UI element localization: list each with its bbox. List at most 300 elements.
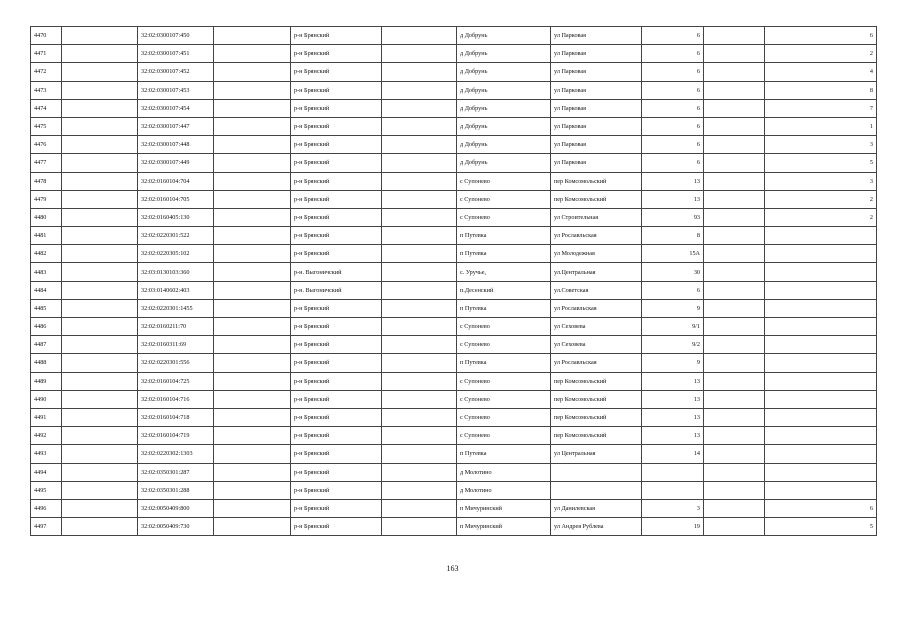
apartment-number-cell: 3 (765, 136, 877, 154)
locality-cell: п Путевка (457, 354, 551, 372)
apartment-number-cell (765, 227, 877, 245)
table-row (31, 245, 877, 263)
empty-cell (62, 63, 138, 81)
row-number-cell: 4482 (31, 245, 62, 263)
row-number-cell: 4480 (31, 208, 62, 226)
district-cell: р-н Брянский (291, 427, 382, 445)
empty-cell (214, 245, 291, 263)
table-row (31, 499, 877, 517)
locality-cell: п Путевка (457, 227, 551, 245)
district-cell: р-н Брянский (291, 354, 382, 372)
apartment-number-cell (765, 318, 877, 336)
empty-cell (214, 427, 291, 445)
empty-cell (382, 318, 457, 336)
district-cell: р-н Брянский (291, 27, 382, 45)
table-row (31, 427, 877, 445)
row-number-cell: 4493 (31, 445, 62, 463)
empty-cell (214, 518, 291, 536)
cadastral-number-cell: 32:02:0160104:719 (138, 427, 214, 445)
locality-cell: с Супонево (457, 390, 551, 408)
locality-cell: с Супонево (457, 208, 551, 226)
street-cell: ул Строительная (551, 208, 642, 226)
house-number-cell: 13 (642, 190, 704, 208)
empty-cell (62, 318, 138, 336)
district-cell: р-н Брянский (291, 463, 382, 481)
empty-cell (62, 299, 138, 317)
empty-cell (704, 208, 765, 226)
street-cell (551, 481, 642, 499)
house-number-cell: 8 (642, 227, 704, 245)
table-row (31, 299, 877, 317)
empty-cell (382, 372, 457, 390)
apartment-number-cell (765, 354, 877, 372)
empty-cell (214, 354, 291, 372)
empty-cell (214, 190, 291, 208)
empty-cell (704, 136, 765, 154)
locality-cell: д Добрунь (457, 117, 551, 135)
apartment-number-cell: 2 (765, 208, 877, 226)
table-body (31, 27, 877, 536)
locality-cell: п Путевка (457, 245, 551, 263)
empty-cell (704, 499, 765, 517)
row-number-cell: 4481 (31, 227, 62, 245)
house-number-cell: 6 (642, 81, 704, 99)
locality-cell: с Супонево (457, 427, 551, 445)
street-cell: ул Рославльская (551, 227, 642, 245)
empty-cell (62, 354, 138, 372)
row-number-cell: 4488 (31, 354, 62, 372)
district-cell: р-н Брянский (291, 318, 382, 336)
row-number-cell: 4471 (31, 45, 62, 63)
empty-cell (382, 354, 457, 372)
house-number-cell: 13 (642, 172, 704, 190)
house-number-cell (642, 463, 704, 481)
empty-cell (704, 336, 765, 354)
empty-cell (704, 318, 765, 336)
house-number-cell: 19 (642, 518, 704, 536)
house-number-cell (642, 481, 704, 499)
empty-cell (62, 45, 138, 63)
house-number-cell: 9 (642, 354, 704, 372)
empty-cell (382, 499, 457, 517)
row-number-cell: 4489 (31, 372, 62, 390)
cadastral-number-cell: 32:02:0300107:452 (138, 63, 214, 81)
house-number-cell: 13 (642, 372, 704, 390)
house-number-cell: 6 (642, 27, 704, 45)
empty-cell (214, 63, 291, 81)
cadastral-number-cell: 32:02:0160405:130 (138, 208, 214, 226)
empty-cell (214, 227, 291, 245)
empty-cell (704, 299, 765, 317)
street-cell: ул Парковая (551, 117, 642, 135)
empty-cell (704, 172, 765, 190)
empty-cell (62, 390, 138, 408)
empty-cell (382, 390, 457, 408)
district-cell: р-н Брянский (291, 336, 382, 354)
locality-cell: с Супонево (457, 408, 551, 426)
table-row (31, 45, 877, 63)
table-row (31, 263, 877, 281)
empty-cell (62, 27, 138, 45)
district-cell: р-н Брянский (291, 390, 382, 408)
row-number-cell: 4476 (31, 136, 62, 154)
empty-cell (214, 318, 291, 336)
locality-cell: д Молотино (457, 463, 551, 481)
cadastral-number-cell: 32:02:0300107:447 (138, 117, 214, 135)
house-number-cell: 6 (642, 63, 704, 81)
street-cell: ул Рославльская (551, 354, 642, 372)
empty-cell (62, 445, 138, 463)
table-row (31, 81, 877, 99)
street-cell: пер Комсомольский (551, 372, 642, 390)
street-cell: ул Парковая (551, 63, 642, 81)
locality-cell: д Добрунь (457, 81, 551, 99)
cadastral-number-cell: 32:02:0300107:453 (138, 81, 214, 99)
empty-cell (214, 499, 291, 517)
district-cell: р-н Брянский (291, 445, 382, 463)
row-number-cell: 4495 (31, 481, 62, 499)
empty-cell (214, 136, 291, 154)
street-cell: ул Сеховева (551, 336, 642, 354)
district-cell: р-н Брянский (291, 117, 382, 135)
document-sheet (30, 26, 876, 536)
district-cell: р-н Брянский (291, 299, 382, 317)
apartment-number-cell (765, 390, 877, 408)
empty-cell (214, 172, 291, 190)
apartment-number-cell: 6 (765, 27, 877, 45)
district-cell: р-н Брянский (291, 154, 382, 172)
empty-cell (62, 99, 138, 117)
street-cell: ул Сеховева (551, 318, 642, 336)
locality-cell: п.Десенский (457, 281, 551, 299)
cadastral-number-cell: 32:02:0300107:451 (138, 45, 214, 63)
house-number-cell: 6 (642, 154, 704, 172)
cadastral-number-cell: 32:02:0350301:288 (138, 481, 214, 499)
street-cell: ул.Советская (551, 281, 642, 299)
cadastral-number-cell: 32:02:0350301:287 (138, 463, 214, 481)
empty-cell (214, 263, 291, 281)
locality-cell: д Добрунь (457, 154, 551, 172)
empty-cell (214, 27, 291, 45)
empty-cell (382, 408, 457, 426)
row-number-cell: 4491 (31, 408, 62, 426)
table-row (31, 208, 877, 226)
table-row (31, 408, 877, 426)
table-row (31, 99, 877, 117)
cadastral-number-cell: 32:02:0160311:69 (138, 336, 214, 354)
cadastral-number-cell: 32:02:0220305:102 (138, 245, 214, 263)
district-cell: р-н Брянский (291, 172, 382, 190)
empty-cell (704, 372, 765, 390)
empty-cell (704, 481, 765, 499)
apartment-number-cell (765, 336, 877, 354)
row-number-cell: 4490 (31, 390, 62, 408)
district-cell: р-н Брянский (291, 499, 382, 517)
empty-cell (382, 190, 457, 208)
district-cell: р-н Брянский (291, 208, 382, 226)
locality-cell: п Мичуринский (457, 518, 551, 536)
empty-cell (214, 336, 291, 354)
house-number-cell: 9/1 (642, 318, 704, 336)
empty-cell (62, 518, 138, 536)
district-cell: р-н Брянский (291, 190, 382, 208)
row-number-cell: 4483 (31, 263, 62, 281)
apartment-number-cell (765, 481, 877, 499)
locality-cell: п Мичуринский (457, 499, 551, 517)
cadastral-number-cell: 32:02:0160104:718 (138, 408, 214, 426)
empty-cell (214, 154, 291, 172)
empty-cell (382, 154, 457, 172)
cadastral-number-cell: 32:02:0300107:449 (138, 154, 214, 172)
empty-cell (382, 27, 457, 45)
street-cell: ул Парковая (551, 27, 642, 45)
empty-cell (62, 136, 138, 154)
row-number-cell: 4473 (31, 81, 62, 99)
empty-cell (62, 190, 138, 208)
apartment-number-cell: 2 (765, 45, 877, 63)
cadastral-number-cell: 32:02:0160104:705 (138, 190, 214, 208)
apartment-number-cell: 7 (765, 99, 877, 117)
empty-cell (62, 427, 138, 445)
cadastral-number-cell: 32:02:0300107:448 (138, 136, 214, 154)
apartment-number-cell (765, 463, 877, 481)
empty-cell (62, 408, 138, 426)
district-cell: р-н. Выгоничский (291, 263, 382, 281)
locality-cell: с Супонево (457, 172, 551, 190)
apartment-number-cell: 5 (765, 518, 877, 536)
row-number-cell: 4479 (31, 190, 62, 208)
district-cell: р-н Брянский (291, 81, 382, 99)
table-row (31, 154, 877, 172)
empty-cell (382, 81, 457, 99)
district-cell: р-н Брянский (291, 518, 382, 536)
empty-cell (214, 281, 291, 299)
row-number-cell: 4474 (31, 99, 62, 117)
table-row (31, 463, 877, 481)
row-number-cell: 4477 (31, 154, 62, 172)
apartment-number-cell: 4 (765, 63, 877, 81)
empty-cell (382, 299, 457, 317)
empty-cell (704, 445, 765, 463)
row-number-cell: 4478 (31, 172, 62, 190)
locality-cell: д Добрунь (457, 136, 551, 154)
empty-cell (704, 518, 765, 536)
street-cell: пер Комсомольский (551, 408, 642, 426)
locality-cell: д Добрунь (457, 27, 551, 45)
apartment-number-cell (765, 245, 877, 263)
empty-cell (704, 45, 765, 63)
empty-cell (704, 27, 765, 45)
table-row (31, 27, 877, 45)
apartment-number-cell: 3 (765, 172, 877, 190)
empty-cell (62, 208, 138, 226)
street-cell: ул Парковая (551, 136, 642, 154)
cadastral-number-cell: 32:02:0160104:704 (138, 172, 214, 190)
locality-cell: д Добрунь (457, 99, 551, 117)
cadastral-number-cell: 32:02:0220301:556 (138, 354, 214, 372)
empty-cell (214, 117, 291, 135)
empty-cell (704, 427, 765, 445)
locality-cell: с Супонево (457, 372, 551, 390)
table-row (31, 227, 877, 245)
house-number-cell: 6 (642, 99, 704, 117)
street-cell: ул Андрея Рублева (551, 518, 642, 536)
empty-cell (214, 45, 291, 63)
empty-cell (62, 263, 138, 281)
empty-cell (704, 63, 765, 81)
empty-cell (214, 208, 291, 226)
row-number-cell: 4496 (31, 499, 62, 517)
district-cell: р-н Брянский (291, 63, 382, 81)
house-number-cell: 9/2 (642, 336, 704, 354)
empty-cell (704, 463, 765, 481)
empty-cell (704, 354, 765, 372)
empty-cell (382, 227, 457, 245)
empty-cell (62, 499, 138, 517)
empty-cell (704, 154, 765, 172)
house-number-cell: 6 (642, 281, 704, 299)
empty-cell (214, 445, 291, 463)
empty-cell (704, 190, 765, 208)
apartment-number-cell (765, 299, 877, 317)
house-number-cell: 14 (642, 445, 704, 463)
empty-cell (382, 136, 457, 154)
table-row (31, 63, 877, 81)
locality-cell: д Добрунь (457, 45, 551, 63)
row-number-cell: 4485 (31, 299, 62, 317)
empty-cell (214, 390, 291, 408)
apartment-number-cell (765, 427, 877, 445)
street-cell: пер Комсомольский (551, 172, 642, 190)
cadastral-number-cell: 32:02:0160211:70 (138, 318, 214, 336)
table-row (31, 136, 877, 154)
empty-cell (382, 63, 457, 81)
locality-cell: с Супонево (457, 318, 551, 336)
apartment-number-cell: 5 (765, 154, 877, 172)
house-number-cell: 6 (642, 45, 704, 63)
cadastral-number-cell: 32:02:0220301:522 (138, 227, 214, 245)
empty-cell (62, 154, 138, 172)
street-cell: ул.Центральная (551, 263, 642, 281)
empty-cell (382, 481, 457, 499)
empty-cell (704, 117, 765, 135)
district-cell: р-н Брянский (291, 227, 382, 245)
district-cell: р-н. Выгоничский (291, 281, 382, 299)
empty-cell (62, 372, 138, 390)
house-number-cell: 15А (642, 245, 704, 263)
row-number-cell: 4470 (31, 27, 62, 45)
cadastral-number-cell: 32:02:0050409:730 (138, 518, 214, 536)
street-cell: пер Комсомольский (551, 427, 642, 445)
empty-cell (382, 463, 457, 481)
table-row (31, 172, 877, 190)
street-cell (551, 463, 642, 481)
empty-cell (382, 45, 457, 63)
empty-cell (214, 481, 291, 499)
empty-cell (382, 427, 457, 445)
cadastral-number-cell: 32:03:0130103:360 (138, 263, 214, 281)
empty-cell (382, 172, 457, 190)
locality-cell: с. Уручье, (457, 263, 551, 281)
table-row (31, 390, 877, 408)
cadastral-number-cell: 32:02:0160104:716 (138, 390, 214, 408)
house-number-cell: 6 (642, 117, 704, 135)
cadastral-number-cell: 32:03:0140602:403 (138, 281, 214, 299)
street-cell: ул Рославльская (551, 299, 642, 317)
table-row (31, 117, 877, 135)
empty-cell (214, 99, 291, 117)
row-number-cell: 4497 (31, 518, 62, 536)
district-cell: р-н Брянский (291, 136, 382, 154)
table-row (31, 281, 877, 299)
locality-cell: д Молотино (457, 481, 551, 499)
street-cell: ул Парковая (551, 81, 642, 99)
empty-cell (214, 463, 291, 481)
empty-cell (382, 336, 457, 354)
empty-cell (704, 408, 765, 426)
house-number-cell: 13 (642, 427, 704, 445)
empty-cell (382, 281, 457, 299)
street-cell: пер Комсомольский (551, 190, 642, 208)
table-row (31, 354, 877, 372)
house-number-cell: 6 (642, 136, 704, 154)
table-row (31, 372, 877, 390)
table-row (31, 445, 877, 463)
cadastral-number-cell: 32:02:0220302:1303 (138, 445, 214, 463)
empty-cell (704, 245, 765, 263)
row-number-cell: 4486 (31, 318, 62, 336)
street-cell: ул Парковая (551, 99, 642, 117)
empty-cell (382, 208, 457, 226)
empty-cell (704, 281, 765, 299)
locality-cell: п Путевка (457, 299, 551, 317)
house-number-cell: 3 (642, 499, 704, 517)
apartment-number-cell (765, 372, 877, 390)
empty-cell (704, 263, 765, 281)
district-cell: р-н Брянский (291, 481, 382, 499)
locality-cell: д Добрунь (457, 63, 551, 81)
empty-cell (62, 227, 138, 245)
cadastral-number-cell: 32:02:0220301:1455 (138, 299, 214, 317)
district-cell: р-н Брянский (291, 408, 382, 426)
locality-cell: с Супонево (457, 190, 551, 208)
house-number-cell: 13 (642, 390, 704, 408)
empty-cell (62, 481, 138, 499)
page-number: 163 (446, 564, 459, 573)
empty-cell (382, 99, 457, 117)
row-number-cell: 4484 (31, 281, 62, 299)
house-number-cell: 9 (642, 299, 704, 317)
table-row (31, 190, 877, 208)
empty-cell (62, 245, 138, 263)
apartment-number-cell: 1 (765, 117, 877, 135)
empty-cell (214, 408, 291, 426)
empty-cell (62, 336, 138, 354)
house-number-cell: 93 (642, 208, 704, 226)
empty-cell (382, 245, 457, 263)
empty-cell (214, 372, 291, 390)
empty-cell (382, 445, 457, 463)
registry-table (30, 26, 877, 536)
cadastral-number-cell: 32:02:0050409:800 (138, 499, 214, 517)
empty-cell (382, 518, 457, 536)
apartment-number-cell (765, 263, 877, 281)
row-number-cell: 4472 (31, 63, 62, 81)
apartment-number-cell (765, 408, 877, 426)
street-cell: ул Центральная (551, 445, 642, 463)
street-cell: ул Данилевская (551, 499, 642, 517)
table-row (31, 318, 877, 336)
